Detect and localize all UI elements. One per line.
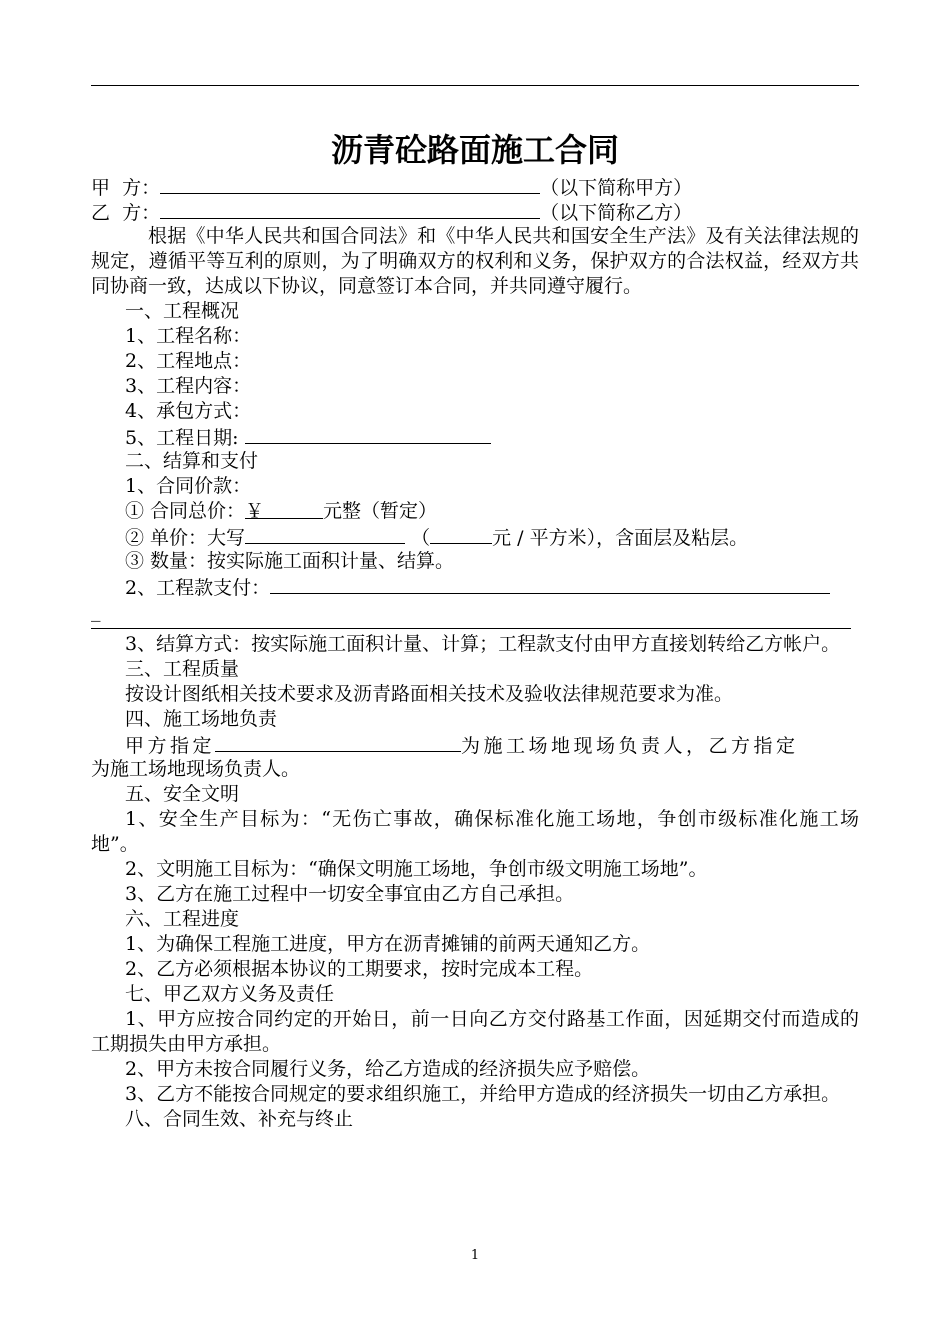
total-price-blank[interactable]: [245, 499, 323, 522]
project-date-blank[interactable]: [245, 424, 491, 444]
contract-price: 1、合同价款：: [125, 475, 252, 497]
party-b-blank[interactable]: [160, 199, 540, 219]
unit-price-line: [91, 524, 859, 549]
duty-item-2: 2、甲方未按合同履行义务，给乙方造成的经济损失应予赔偿。: [125, 1058, 651, 1080]
total-price-suffix: 元整（暂定）: [323, 500, 438, 522]
payment-line: [91, 574, 859, 599]
party-a-blank[interactable]: [160, 174, 540, 194]
party-a-suffix: （以下简称甲方）: [540, 177, 693, 199]
safety-item-2: 2、文明施工目标为：“确保文明施工场地，争创市级文明施工场地”。: [125, 858, 708, 880]
section-3-heading: 三、工程质量: [125, 658, 240, 680]
header-rule: [91, 85, 859, 86]
project-date-line: [91, 424, 859, 449]
party-a-line: [91, 174, 859, 199]
settlement-method: 3、结算方式：按实际施工面积计量、计算；工程款支付由甲方直接划转给乙方帐户。: [125, 633, 841, 655]
schedule-item-2: 2、乙方必须根据本协议的工期要求，按时完成本工程。: [125, 958, 594, 980]
project-date-label: 5、工程日期:: [125, 427, 245, 449]
section-1-heading: 一、工程概况: [125, 300, 240, 322]
schedule-item-1: 1、为确保工程施工进度，甲方在沥青摊铺的前两天通知乙方。: [125, 933, 651, 955]
unit-price-number-blank[interactable]: [430, 524, 492, 544]
duty-item-1: 1、甲方应按合同约定的开始日，前一日向乙方交付路基工作面，因延期交付而造成的工期损失由甲方承担。: [91, 1008, 859, 1055]
site-manager-cont: 为施工场地现场负责人。: [91, 758, 301, 780]
total-price-line: [91, 499, 859, 524]
section-7-heading: 七、甲乙双方义务及责任: [125, 983, 335, 1005]
safety-item-1: 1、安全生产目标为：“无伤亡事故，确保标准化施工场地，争创市级标准化施工场地”。: [91, 808, 859, 855]
party-b-label: 乙 方：: [91, 202, 161, 224]
contract-body: [91, 174, 859, 1132]
quality-text: 按设计图纸相关技术要求及沥青路面相关技术及验收法律规范要求为准。: [125, 683, 734, 705]
payment-blank[interactable]: [270, 574, 830, 594]
payment-continuation: _: [91, 600, 101, 622]
unit-price-paren: （: [405, 527, 431, 549]
party-a-label: 甲 方：: [91, 177, 161, 199]
quantity: ③ 数量：按实际施工面积计量、结算。: [125, 550, 455, 572]
payment-label: 2、工程款支付：: [125, 577, 271, 599]
site-manager-suffix: 为施工场地现场负责人，乙方指定: [461, 735, 799, 757]
project-content: 3、工程内容：: [125, 375, 252, 397]
contract-mode: 4、承包方式：: [125, 400, 252, 422]
section-4-heading: 四、施工场地负责: [125, 708, 278, 730]
party-b-suffix: （以下简称乙方）: [540, 202, 693, 224]
page-title: 沥青砼路面施工合同: [330, 131, 619, 169]
section-6-heading: 六、工程进度: [125, 908, 240, 930]
project-name: 1、工程名称：: [125, 325, 252, 347]
project-location: 2、工程地点：: [125, 350, 252, 372]
unit-price-upper-blank[interactable]: [245, 524, 405, 544]
total-price-label: ① 合同总价：: [125, 500, 246, 522]
unit-price-label: ② 单价：大写: [125, 527, 246, 549]
site-manager-blank[interactable]: [215, 732, 461, 752]
party-b-line: [91, 199, 859, 224]
section-2-heading: 二、结算和支付: [125, 450, 259, 472]
preamble: 根据《中华人民共和国合同法》和《中华人民共和国安全生产法》及有关法律法规的规定，遵循平等互利的原则，为了明确双方的权利和义务，保护双方的合法权益，经双方共同协商一致，达成以下协议，同意签订本合同，并共同遵守履行。: [91, 225, 859, 297]
site-manager-line: [91, 732, 859, 757]
unit-price-suffix: 元 / 平方米），含面层及粘层。: [492, 527, 749, 549]
currency-symbol: ￥: [245, 500, 265, 522]
site-manager-prefix: 甲方指定: [125, 735, 216, 757]
page-number: 1: [470, 1248, 480, 1263]
duty-item-3: 3、乙方不能按合同规定的要求组织施工，并给甲方造成的经济损失一切由乙方承担。: [125, 1083, 841, 1105]
section-8-heading: 八、合同生效、补充与终止: [125, 1108, 354, 1130]
section-5-heading: 五、安全文明: [125, 783, 240, 805]
safety-item-3: 3、乙方在施工过程中一切安全事宜由乙方自己承担。: [125, 883, 575, 905]
